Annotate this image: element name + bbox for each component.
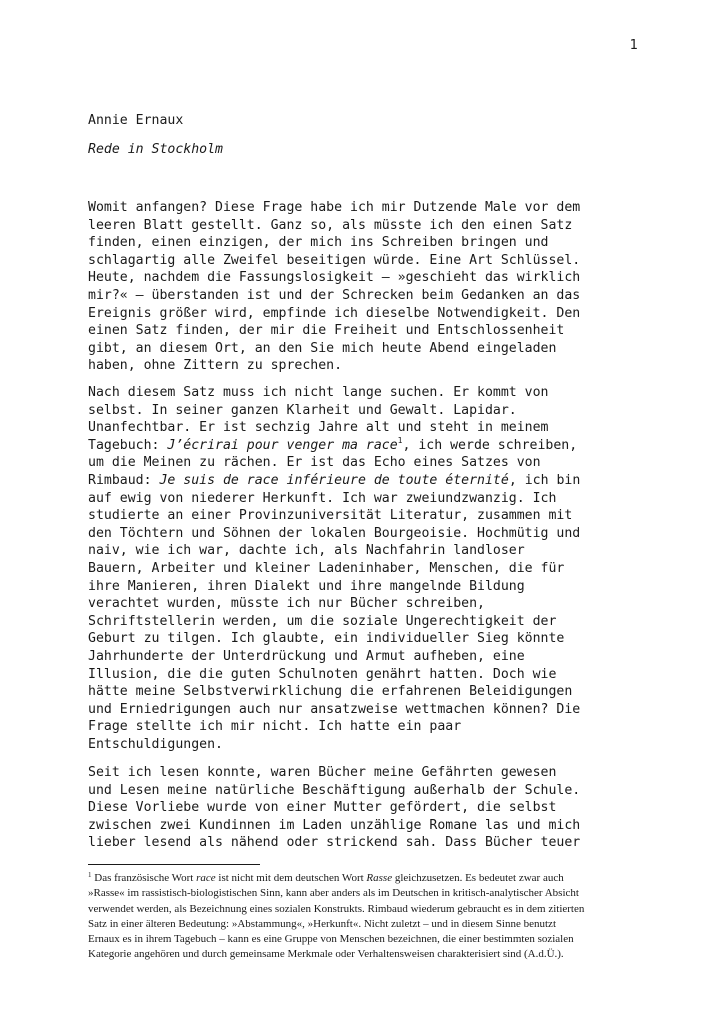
text-line: den Töchtern und Söhnen der lokalen Bourgeoisie. Hochmütig und <box>88 525 581 541</box>
footnote-marker: 1 <box>88 871 92 879</box>
text-line: Womit anfangen? Diese Frage habe ich mir Dutzende Male vor dem <box>88 200 581 215</box>
text-line: schlagartig alle Zweifel beseitigen würde. Eine Art Schlüssel. <box>88 252 581 268</box>
author-name: Annie Ernaux <box>88 113 184 128</box>
footnote-line: Ernaux es in ihrem Tagebuch – kann es eine Gruppe von Menschen bezeichnen, die einer bestimmten sozialen <box>88 933 574 946</box>
footnote-reference[interactable]: 1 <box>397 435 403 445</box>
text-line: und Erniedrigungen auch nur ansatzweise wettmachen können? Die <box>88 701 581 717</box>
document-title: Rede in Stockholm <box>88 142 223 157</box>
text-line: und Lesen meine natürliche Beschäftigung außerhalb der Schule. <box>88 782 581 798</box>
text-segment: , ich bin <box>508 472 581 488</box>
text-line: Bauern, Arbeiter und kleiner Ladeninhaber, Menschen, die für <box>88 560 565 576</box>
quote-rimbaud: Je suis de race inférieure de toute éternité <box>159 472 509 488</box>
text-line <box>88 472 648 490</box>
text-line: verachtet wurden, müsste ich nur Bücher schreiben, <box>88 596 485 612</box>
text-line: Diese Vorliebe wurde von einer Mutter gefördert, die selbst <box>88 800 557 816</box>
page-number: 1 <box>629 38 638 53</box>
text-line: Jahrhunderte der Unterdrückung und Armut aufheben, eine <box>88 648 525 664</box>
text-line: ihre Manieren, ihren Dialekt und ihre mangelnde Bildung <box>88 578 525 594</box>
footnote-text: ist nicht mit dem deutschen Wort <box>215 872 367 884</box>
text-line: Geburt zu tilgen. Ich glaubte, ein individueller Sieg könnte <box>88 631 565 647</box>
text-line: Schriftstellerin werden, um die soziale Ungerechtigkeit der <box>88 613 557 629</box>
text-line: Seit ich lesen konnte, waren Bücher meine Gefährten gewesen <box>88 765 557 780</box>
footnote-line <box>88 871 648 886</box>
paragraph-3 <box>88 764 648 852</box>
text-line: um die Meinen zu rächen. Er ist das Echo eines Satzes von <box>88 455 541 471</box>
footnote-term: Rasse <box>366 872 393 884</box>
text-line: gibt, an diesem Ort, an den Sie mich heute Abend eingeladen <box>88 340 557 356</box>
text-line: einen Satz finden, der mir die Freiheit und Entschlossenheit <box>88 323 565 339</box>
text-line: naiv, wie ich war, dachte ich, als Nachfahrin landloser <box>88 543 525 559</box>
text-segment: Tagebuch: <box>88 437 168 453</box>
text-line: Heute, nachdem die Fassungslosigkeit – »geschieht das wirklich <box>88 270 581 286</box>
text-line: finden, einen einzigen, der mich ins Schreiben bringen und <box>88 235 549 251</box>
text-line: studierte an einer Provinzuniversität Literatur, zusammen mit <box>88 508 573 524</box>
footnote-term: race <box>196 872 216 884</box>
text-line: lieber lesend als nähend oder strickend sah. Dass Bücher teuer <box>88 835 581 851</box>
text-line: Unanfechtbar. Er ist sechzig Jahre alt und steht in meinem <box>88 420 549 436</box>
text-line <box>88 437 648 455</box>
footnote-line: Kategorie angehören und durch gemeinsame Merkmale oder Verhaltensweisen charakterisiert sind (A.d.Ü.). <box>88 948 564 961</box>
footnote-line: »Rasse« im rassistisch-biologistischen Sinn, kann aber anders als im Deutschen in kritisch-analytischer Absicht <box>88 887 579 900</box>
text-line: hätte meine Selbstverwirklichung die erfahrenen Beleidigungen <box>88 684 573 700</box>
text-line: auf ewig von niederer Herkunft. Ich war zweiundzwanzig. Ich <box>88 490 557 506</box>
quote-rimbaud-diary: J’écrirai pour venger ma race <box>167 437 398 453</box>
text-line: selbst. In seiner ganzen Klarheit und Gewalt. Lapidar. <box>88 402 517 418</box>
paragraph-2 <box>88 384 648 753</box>
footnote-text: gleichzusetzen. Es bedeutet zwar auch <box>392 872 564 884</box>
footnote-separator <box>88 864 260 865</box>
text-segment: Rimbaud: <box>88 472 160 488</box>
text-line: mir?« – überstanden ist und der Schrecken beim Gedanken an das <box>88 287 581 303</box>
footnote-line: Satz in einer älteren Bedeutung: »Abstammung«, »Herkunft«. Nicht zuletzt – und in diesem Sinne benutzt <box>88 917 556 930</box>
text-line: Nach diesem Satz muss ich nicht lange suchen. Er kommt von <box>88 385 549 400</box>
footnote-line: verwendet werden, als Bezeichnung eines sozialen Konstrukts. Rimbaud wiederum gebraucht es in dem zitierten <box>88 902 585 915</box>
text-line: Illusion, die die guten Schulnoten genährt hatten. Doch wie <box>88 666 557 682</box>
text-line: Frage stellte ich mir nicht. Ich hatte ein paar <box>88 719 462 735</box>
paragraph-1 <box>88 199 648 375</box>
text-line: zwischen zwei Kundinnen im Laden unzählige Romane las und mich <box>88 817 581 833</box>
text-line: haben, ohne Zittern zu sprechen. <box>88 358 343 374</box>
text-segment: , ich werde schreiben, <box>402 437 578 453</box>
footnote <box>88 871 648 963</box>
text-line: Entschuldigungen. <box>88 736 223 752</box>
footnote-text: Das französische Wort <box>91 872 197 884</box>
text-line: leeren Blatt gestellt. Ganz so, als müsste ich den einen Satz <box>88 217 573 233</box>
text-line: Ereignis größer wird, empfinde ich dieselbe Notwendigkeit. Den <box>88 305 581 321</box>
